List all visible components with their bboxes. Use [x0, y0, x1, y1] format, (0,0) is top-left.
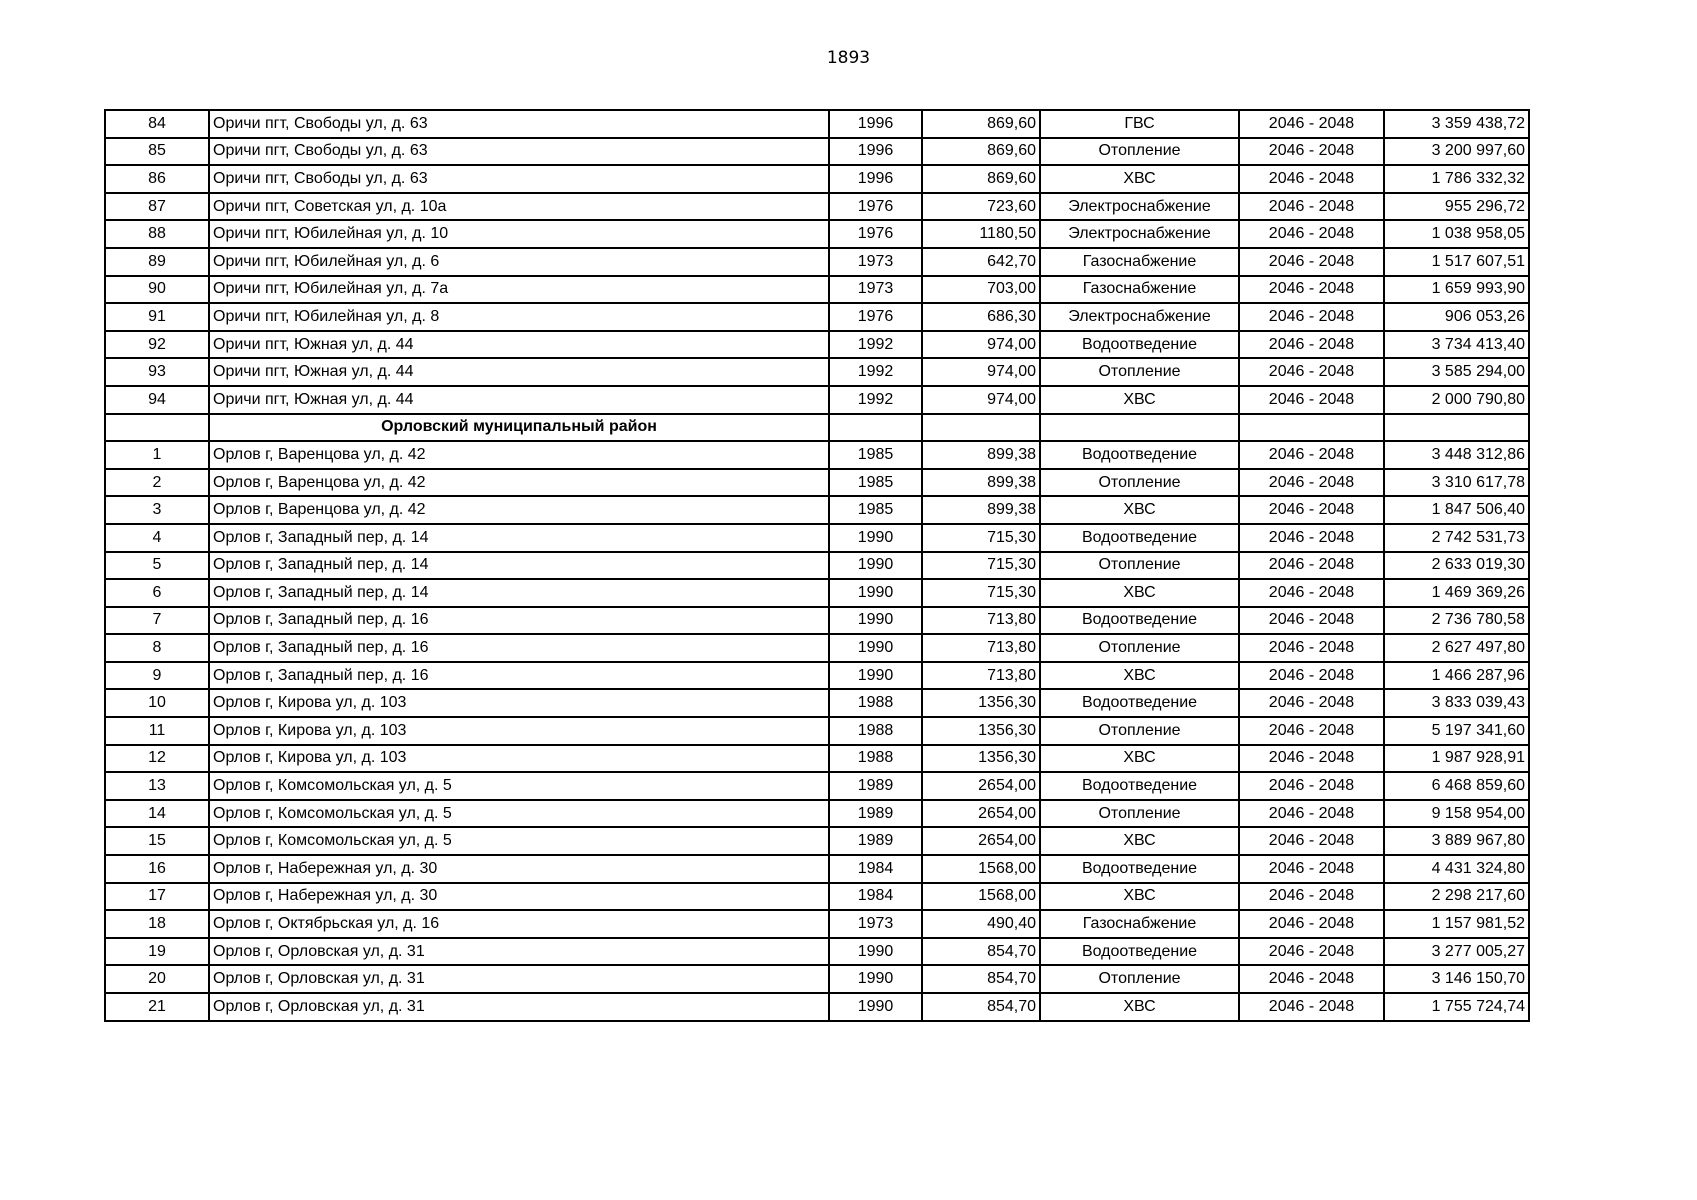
- address-cell: Оричи пгт, Юбилейная ул, д. 6: [209, 248, 829, 276]
- build-year-cell: 1988: [829, 717, 922, 745]
- build-year-cell: 1990: [829, 993, 922, 1021]
- cost-cell: 2 627 497,80: [1384, 634, 1529, 662]
- work-type-cell: Водоотведение: [1040, 772, 1239, 800]
- period-cell: 2046 - 2048: [1239, 745, 1384, 773]
- work-type-cell: Водоотведение: [1040, 524, 1239, 552]
- table-row: [105, 220, 1529, 248]
- row-number-cell: 17: [105, 883, 209, 911]
- table-row: [105, 800, 1529, 828]
- build-year-cell: 1985: [829, 441, 922, 469]
- address-cell: Оричи пгт, Южная ул, д. 44: [209, 386, 829, 414]
- work-type-cell: Отопление: [1040, 717, 1239, 745]
- cost-cell: 1 755 724,74: [1384, 993, 1529, 1021]
- build-year-cell: 1992: [829, 358, 922, 386]
- work-type-cell: ХВС: [1040, 993, 1239, 1021]
- table-row: [105, 717, 1529, 745]
- build-year-cell: 1990: [829, 552, 922, 580]
- period-cell: 2046 - 2048: [1239, 358, 1384, 386]
- build-year-cell: 1990: [829, 938, 922, 966]
- build-year-cell: 1996: [829, 165, 922, 193]
- address-cell: Орлов г, Комсомольская ул, д. 5: [209, 772, 829, 800]
- section-title: Орловский муниципальный район: [209, 414, 829, 442]
- empty-cell: [829, 414, 922, 442]
- cost-cell: 3 200 997,60: [1384, 138, 1529, 166]
- area-cell: 715,30: [922, 524, 1040, 552]
- period-cell: 2046 - 2048: [1239, 883, 1384, 911]
- address-cell: Оричи пгт, Свободы ул, д. 63: [209, 165, 829, 193]
- period-cell: 2046 - 2048: [1239, 524, 1384, 552]
- cost-cell: 3 734 413,40: [1384, 331, 1529, 359]
- row-number-cell: 93: [105, 358, 209, 386]
- table-row: [105, 552, 1529, 580]
- table-row: [105, 276, 1529, 304]
- period-cell: 2046 - 2048: [1239, 303, 1384, 331]
- row-number-cell: 15: [105, 827, 209, 855]
- work-type-cell: Отопление: [1040, 800, 1239, 828]
- cost-cell: 2 742 531,73: [1384, 524, 1529, 552]
- build-year-cell: 1976: [829, 303, 922, 331]
- work-type-cell: Электроснабжение: [1040, 193, 1239, 221]
- work-type-cell: Электроснабжение: [1040, 303, 1239, 331]
- period-cell: 2046 - 2048: [1239, 938, 1384, 966]
- work-type-cell: ХВС: [1040, 496, 1239, 524]
- address-cell: Оричи пгт, Южная ул, д. 44: [209, 331, 829, 359]
- address-cell: Орлов г, Западный пер, д. 14: [209, 579, 829, 607]
- build-year-cell: 1992: [829, 386, 922, 414]
- empty-cell: [1040, 414, 1239, 442]
- area-cell: 713,80: [922, 662, 1040, 690]
- table-row: [105, 772, 1529, 800]
- cost-cell: 6 468 859,60: [1384, 772, 1529, 800]
- row-number-cell: 90: [105, 276, 209, 304]
- work-type-cell: Отопление: [1040, 552, 1239, 580]
- period-cell: 2046 - 2048: [1239, 607, 1384, 635]
- period-cell: 2046 - 2048: [1239, 165, 1384, 193]
- address-cell: Орлов г, Кирова ул, д. 103: [209, 745, 829, 773]
- address-cell: Орлов г, Варенцова ул, д. 42: [209, 469, 829, 497]
- empty-cell: [922, 414, 1040, 442]
- period-cell: 2046 - 2048: [1239, 579, 1384, 607]
- cost-cell: 2 298 217,60: [1384, 883, 1529, 911]
- period-cell: 2046 - 2048: [1239, 800, 1384, 828]
- table-row: [105, 579, 1529, 607]
- address-cell: Оричи пгт, Свободы ул, д. 63: [209, 110, 829, 138]
- row-number-cell: 10: [105, 689, 209, 717]
- table-row: [105, 138, 1529, 166]
- work-type-cell: Газоснабжение: [1040, 276, 1239, 304]
- build-year-cell: 1990: [829, 965, 922, 993]
- row-number-cell: 21: [105, 993, 209, 1021]
- area-cell: 2654,00: [922, 827, 1040, 855]
- row-number-cell: 14: [105, 800, 209, 828]
- build-year-cell: 1984: [829, 883, 922, 911]
- row-number-cell: 89: [105, 248, 209, 276]
- row-number-cell: 13: [105, 772, 209, 800]
- period-cell: 2046 - 2048: [1239, 110, 1384, 138]
- address-cell: Оричи пгт, Советская ул, д. 10а: [209, 193, 829, 221]
- area-cell: 2654,00: [922, 772, 1040, 800]
- build-year-cell: 1984: [829, 855, 922, 883]
- cost-cell: 3 833 039,43: [1384, 689, 1529, 717]
- table-row: [105, 827, 1529, 855]
- work-type-cell: Газоснабжение: [1040, 248, 1239, 276]
- period-cell: 2046 - 2048: [1239, 772, 1384, 800]
- area-cell: 490,40: [922, 910, 1040, 938]
- work-type-cell: Отопление: [1040, 358, 1239, 386]
- work-type-cell: Газоснабжение: [1040, 910, 1239, 938]
- area-cell: 703,00: [922, 276, 1040, 304]
- area-cell: 869,60: [922, 165, 1040, 193]
- row-number-cell: 92: [105, 331, 209, 359]
- build-year-cell: 1988: [829, 689, 922, 717]
- address-cell: Оричи пгт, Южная ул, д. 44: [209, 358, 829, 386]
- period-cell: 2046 - 2048: [1239, 552, 1384, 580]
- work-type-cell: Отопление: [1040, 138, 1239, 166]
- period-cell: 2046 - 2048: [1239, 193, 1384, 221]
- address-cell: Орлов г, Западный пер, д. 16: [209, 634, 829, 662]
- table-row: [105, 689, 1529, 717]
- cost-cell: 1 517 607,51: [1384, 248, 1529, 276]
- cost-cell: 1 987 928,91: [1384, 745, 1529, 773]
- work-type-cell: ХВС: [1040, 386, 1239, 414]
- cost-cell: 2 633 019,30: [1384, 552, 1529, 580]
- build-year-cell: 1989: [829, 827, 922, 855]
- cost-cell: 3 585 294,00: [1384, 358, 1529, 386]
- section-row: [105, 414, 1529, 442]
- cost-cell: 1 786 332,32: [1384, 165, 1529, 193]
- row-number-cell: 12: [105, 745, 209, 773]
- area-cell: 1180,50: [922, 220, 1040, 248]
- table-row: [105, 358, 1529, 386]
- table-row: [105, 855, 1529, 883]
- work-type-cell: Водоотведение: [1040, 855, 1239, 883]
- period-cell: 2046 - 2048: [1239, 220, 1384, 248]
- area-cell: 715,30: [922, 552, 1040, 580]
- table-row: [105, 524, 1529, 552]
- row-number-cell: 3: [105, 496, 209, 524]
- area-cell: 642,70: [922, 248, 1040, 276]
- table-row: [105, 193, 1529, 221]
- repair-schedule-table: [104, 109, 1530, 1022]
- period-cell: 2046 - 2048: [1239, 138, 1384, 166]
- cost-cell: 1 847 506,40: [1384, 496, 1529, 524]
- row-number-cell: 85: [105, 138, 209, 166]
- row-number-cell: 1: [105, 441, 209, 469]
- area-cell: 1568,00: [922, 855, 1040, 883]
- area-cell: 899,38: [922, 469, 1040, 497]
- area-cell: 686,30: [922, 303, 1040, 331]
- row-number-cell: 11: [105, 717, 209, 745]
- cost-cell: 2 000 790,80: [1384, 386, 1529, 414]
- row-number-cell: 8: [105, 634, 209, 662]
- build-year-cell: 1985: [829, 496, 922, 524]
- work-type-cell: ХВС: [1040, 745, 1239, 773]
- page-number: 1893: [826, 48, 871, 68]
- work-type-cell: Электроснабжение: [1040, 220, 1239, 248]
- work-type-cell: ХВС: [1040, 827, 1239, 855]
- address-cell: Орлов г, Набережная ул, д. 30: [209, 883, 829, 911]
- table-row: [105, 938, 1529, 966]
- build-year-cell: 1989: [829, 772, 922, 800]
- area-cell: 1356,30: [922, 717, 1040, 745]
- table-row: [105, 441, 1529, 469]
- row-number-cell: 87: [105, 193, 209, 221]
- address-cell: Оричи пгт, Юбилейная ул, д. 10: [209, 220, 829, 248]
- row-number-cell: 20: [105, 965, 209, 993]
- period-cell: 2046 - 2048: [1239, 331, 1384, 359]
- cost-cell: 1 466 287,96: [1384, 662, 1529, 690]
- row-number-cell: 4: [105, 524, 209, 552]
- period-cell: 2046 - 2048: [1239, 717, 1384, 745]
- cost-cell: 1 038 958,05: [1384, 220, 1529, 248]
- area-cell: 869,60: [922, 110, 1040, 138]
- table-row: [105, 662, 1529, 690]
- period-cell: 2046 - 2048: [1239, 965, 1384, 993]
- row-number-cell: 91: [105, 303, 209, 331]
- address-cell: Орлов г, Октябрьская ул, д. 16: [209, 910, 829, 938]
- cost-cell: 2 736 780,58: [1384, 607, 1529, 635]
- area-cell: 713,80: [922, 607, 1040, 635]
- row-number-cell: 88: [105, 220, 209, 248]
- table-row: [105, 248, 1529, 276]
- table-row: [105, 303, 1529, 331]
- cost-cell: 1 157 981,52: [1384, 910, 1529, 938]
- address-cell: Орлов г, Орловская ул, д. 31: [209, 993, 829, 1021]
- cost-cell: 9 158 954,00: [1384, 800, 1529, 828]
- row-number-cell: 86: [105, 165, 209, 193]
- period-cell: 2046 - 2048: [1239, 496, 1384, 524]
- build-year-cell: 1989: [829, 800, 922, 828]
- table-row: [105, 965, 1529, 993]
- empty-cell: [105, 414, 209, 442]
- period-cell: 2046 - 2048: [1239, 441, 1384, 469]
- cost-cell: 5 197 341,60: [1384, 717, 1529, 745]
- work-type-cell: Отопление: [1040, 469, 1239, 497]
- period-cell: 2046 - 2048: [1239, 386, 1384, 414]
- build-year-cell: 1976: [829, 193, 922, 221]
- address-cell: Орлов г, Комсомольская ул, д. 5: [209, 827, 829, 855]
- cost-cell: 906 053,26: [1384, 303, 1529, 331]
- area-cell: 974,00: [922, 386, 1040, 414]
- address-cell: Орлов г, Западный пер, д. 16: [209, 607, 829, 635]
- address-cell: Орлов г, Набережная ул, д. 30: [209, 855, 829, 883]
- period-cell: 2046 - 2048: [1239, 689, 1384, 717]
- build-year-cell: 1973: [829, 276, 922, 304]
- address-cell: Оричи пгт, Юбилейная ул, д. 7а: [209, 276, 829, 304]
- build-year-cell: 1988: [829, 745, 922, 773]
- row-number-cell: 7: [105, 607, 209, 635]
- cost-cell: 3 448 312,86: [1384, 441, 1529, 469]
- table-row: [105, 496, 1529, 524]
- build-year-cell: 1996: [829, 138, 922, 166]
- build-year-cell: 1985: [829, 469, 922, 497]
- row-number-cell: 94: [105, 386, 209, 414]
- area-cell: 899,38: [922, 496, 1040, 524]
- row-number-cell: 84: [105, 110, 209, 138]
- table-row: [105, 469, 1529, 497]
- cost-cell: 3 359 438,72: [1384, 110, 1529, 138]
- build-year-cell: 1973: [829, 248, 922, 276]
- build-year-cell: 1990: [829, 524, 922, 552]
- area-cell: 2654,00: [922, 800, 1040, 828]
- build-year-cell: 1976: [829, 220, 922, 248]
- row-number-cell: 16: [105, 855, 209, 883]
- cost-cell: 4 431 324,80: [1384, 855, 1529, 883]
- work-type-cell: Отопление: [1040, 634, 1239, 662]
- address-cell: Орлов г, Орловская ул, д. 31: [209, 965, 829, 993]
- work-type-cell: ХВС: [1040, 883, 1239, 911]
- cost-cell: 3 310 617,78: [1384, 469, 1529, 497]
- table-row: [105, 745, 1529, 773]
- area-cell: 715,30: [922, 579, 1040, 607]
- area-cell: 713,80: [922, 634, 1040, 662]
- table-row: [105, 910, 1529, 938]
- period-cell: 2046 - 2048: [1239, 827, 1384, 855]
- cost-cell: 1 469 369,26: [1384, 579, 1529, 607]
- area-cell: 854,70: [922, 938, 1040, 966]
- work-type-cell: Водоотведение: [1040, 441, 1239, 469]
- table-body: [105, 110, 1529, 1021]
- work-type-cell: ХВС: [1040, 662, 1239, 690]
- area-cell: 1568,00: [922, 883, 1040, 911]
- area-cell: 869,60: [922, 138, 1040, 166]
- period-cell: 2046 - 2048: [1239, 662, 1384, 690]
- area-cell: 854,70: [922, 965, 1040, 993]
- build-year-cell: 1996: [829, 110, 922, 138]
- cost-cell: 3 146 150,70: [1384, 965, 1529, 993]
- address-cell: Орлов г, Варенцова ул, д. 42: [209, 496, 829, 524]
- period-cell: 2046 - 2048: [1239, 993, 1384, 1021]
- table-row: [105, 607, 1529, 635]
- address-cell: Оричи пгт, Свободы ул, д. 63: [209, 138, 829, 166]
- period-cell: 2046 - 2048: [1239, 248, 1384, 276]
- area-cell: 974,00: [922, 331, 1040, 359]
- area-cell: 1356,30: [922, 745, 1040, 773]
- build-year-cell: 1990: [829, 634, 922, 662]
- work-type-cell: ХВС: [1040, 579, 1239, 607]
- build-year-cell: 1990: [829, 607, 922, 635]
- period-cell: 2046 - 2048: [1239, 634, 1384, 662]
- work-type-cell: Водоотведение: [1040, 331, 1239, 359]
- work-type-cell: Водоотведение: [1040, 938, 1239, 966]
- period-cell: 2046 - 2048: [1239, 469, 1384, 497]
- row-number-cell: 2: [105, 469, 209, 497]
- cost-cell: 1 659 993,90: [1384, 276, 1529, 304]
- address-cell: Орлов г, Комсомольская ул, д. 5: [209, 800, 829, 828]
- cost-cell: 3 889 967,80: [1384, 827, 1529, 855]
- work-type-cell: Отопление: [1040, 965, 1239, 993]
- row-number-cell: 19: [105, 938, 209, 966]
- table-row: [105, 634, 1529, 662]
- work-type-cell: Водоотведение: [1040, 689, 1239, 717]
- address-cell: Орлов г, Орловская ул, д. 31: [209, 938, 829, 966]
- address-cell: Орлов г, Кирова ул, д. 103: [209, 689, 829, 717]
- table-row: [105, 386, 1529, 414]
- address-cell: Орлов г, Варенцова ул, д. 42: [209, 441, 829, 469]
- row-number-cell: 18: [105, 910, 209, 938]
- work-type-cell: Водоотведение: [1040, 607, 1239, 635]
- build-year-cell: 1990: [829, 662, 922, 690]
- row-number-cell: 9: [105, 662, 209, 690]
- address-cell: Оричи пгт, Юбилейная ул, д. 8: [209, 303, 829, 331]
- table-row: [105, 993, 1529, 1021]
- work-type-cell: ГВС: [1040, 110, 1239, 138]
- area-cell: 899,38: [922, 441, 1040, 469]
- area-cell: 974,00: [922, 358, 1040, 386]
- table-row: [105, 331, 1529, 359]
- cost-cell: 955 296,72: [1384, 193, 1529, 221]
- area-cell: 1356,30: [922, 689, 1040, 717]
- address-cell: Орлов г, Кирова ул, д. 103: [209, 717, 829, 745]
- empty-cell: [1384, 414, 1529, 442]
- build-year-cell: 1992: [829, 331, 922, 359]
- area-cell: 723,60: [922, 193, 1040, 221]
- row-number-cell: 5: [105, 552, 209, 580]
- address-cell: Орлов г, Западный пер, д. 14: [209, 524, 829, 552]
- work-type-cell: ХВС: [1040, 165, 1239, 193]
- row-number-cell: 6: [105, 579, 209, 607]
- period-cell: 2046 - 2048: [1239, 910, 1384, 938]
- table-row: [105, 883, 1529, 911]
- period-cell: 2046 - 2048: [1239, 276, 1384, 304]
- build-year-cell: 1973: [829, 910, 922, 938]
- address-cell: Орлов г, Западный пер, д. 16: [209, 662, 829, 690]
- cost-cell: 3 277 005,27: [1384, 938, 1529, 966]
- area-cell: 854,70: [922, 993, 1040, 1021]
- period-cell: 2046 - 2048: [1239, 855, 1384, 883]
- address-cell: Орлов г, Западный пер, д. 14: [209, 552, 829, 580]
- empty-cell: [1239, 414, 1384, 442]
- build-year-cell: 1990: [829, 579, 922, 607]
- table-row: [105, 165, 1529, 193]
- table-row: [105, 110, 1529, 138]
